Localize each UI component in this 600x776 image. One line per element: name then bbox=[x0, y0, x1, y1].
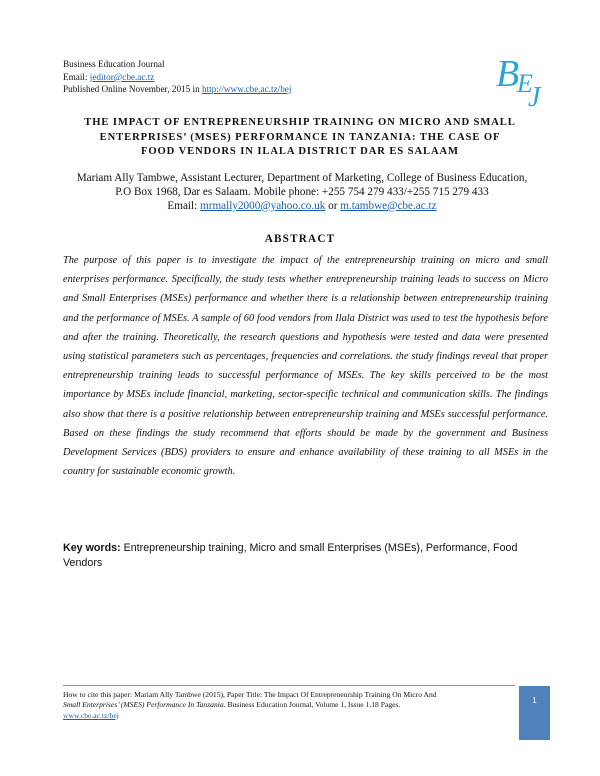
journal-url-link[interactable]: http://www.cbe.ac.tz/bej bbox=[201, 84, 292, 94]
journal-name: Business Education Journal bbox=[63, 59, 165, 69]
logo-letter-e: E bbox=[517, 69, 533, 98]
author-affiliation bbox=[60, 172, 544, 213]
bej-logo bbox=[492, 48, 552, 110]
title-line-2: ENTERPRISES’ (MSES) PERFORMANCE IN TANZANIA: THE CASE OF bbox=[99, 131, 501, 143]
author-email-line bbox=[60, 200, 544, 214]
page-number-box bbox=[519, 686, 550, 740]
author-email-label: Email: bbox=[167, 199, 198, 212]
title-line-3: FOOD VENDORS IN ILALA DISTRICT DAR ES SALAAM bbox=[141, 146, 459, 157]
published-line bbox=[63, 83, 291, 96]
citation-line-2 bbox=[63, 700, 518, 710]
published-text: Published Online November, 2015 in bbox=[63, 84, 200, 94]
keywords bbox=[63, 541, 543, 571]
paper-title bbox=[50, 116, 550, 160]
citation-rest: Business Education Journal, Volume 1, Issue 1,18 Pages. bbox=[225, 700, 401, 710]
citation-footer bbox=[63, 690, 518, 721]
affiliation-line-1: Mariam Ally Tambwe, Assistant Lecturer, Department of Marketing, College of Business Education, bbox=[76, 172, 528, 184]
abstract-heading: ABSTRACT bbox=[264, 233, 336, 245]
keywords-text: Entrepreneurship training, Micro and small Enterprises (MSEs), Performance, Food Vendors bbox=[63, 542, 518, 569]
citation-line-1: How to cite this paper: Mariam Ally Tambwe (2015), Paper Title: The Impact Of Entrepreneurship Training On Micro And bbox=[63, 690, 437, 699]
email-or: or bbox=[328, 199, 338, 212]
email-label: Email: bbox=[63, 71, 88, 82]
author-email-link-1[interactable]: mrmally2000@yahoo.co.uk bbox=[200, 199, 326, 212]
journal-header bbox=[63, 58, 291, 96]
footer-divider bbox=[63, 685, 515, 686]
title-line-1: THE IMPACT OF ENTREPRENEURSHIP TRAINING ON MICRO AND SMALL bbox=[84, 117, 516, 128]
journal-email-line bbox=[63, 71, 291, 84]
citation-title-italic: Small Enterprises’ (MSES) Performance In Tanzania. bbox=[63, 700, 226, 710]
footer-url-link[interactable]: www.cbe.ac.tz/bej bbox=[63, 710, 119, 720]
affiliation-line-2: P.O Box 1968, Dar es Salaam. Mobile phone: +255 754 279 433/+255 715 279 433 bbox=[115, 185, 489, 198]
page-number: 1 bbox=[532, 696, 537, 705]
author-email-link-2[interactable]: m.tambwe@cbe.ac.tz bbox=[340, 199, 437, 212]
keywords-label: Key words: bbox=[63, 542, 121, 554]
logo-letter-b: B bbox=[496, 53, 520, 95]
journal-email-link[interactable]: jeditor@cbe.ac.tz bbox=[89, 71, 155, 82]
logo-letter-j: J bbox=[528, 82, 541, 110]
abstract-body: The purpose of this paper is to investigate the impact of the entrepreneurship training on micro and small enterprises performance. Specifically, the study tests whether entrepreneurship training leads to success on Micro and Small Enterprises (MSEs) performance and whether there is a relationship between entrepreneurship training and the performance of MSEs. A sample of 60 food vendors from Ilala District was used to test the hypothesis before and after the training. Theoretically, the research questions and hypothesis were tested and data were presented using statistical parameters such as percentages, frequencies and correlations. the study findings reveal that proper entrepreneurship training leads to successful performance of MSEs. The key skills perceived to be the most importance by MSEs include financial, marketing, sector-specific technical and communication skills. The findings also show that there is a positive relationship between entrepreneurship training and MSEs successful performance. Based on these findings the study recommend that efforts should be made by the government and Business Development Services (BDS) providers to ensure and enhance availability of these training to all MSEs in the country for sustainable economic growth. bbox=[63, 255, 548, 478]
